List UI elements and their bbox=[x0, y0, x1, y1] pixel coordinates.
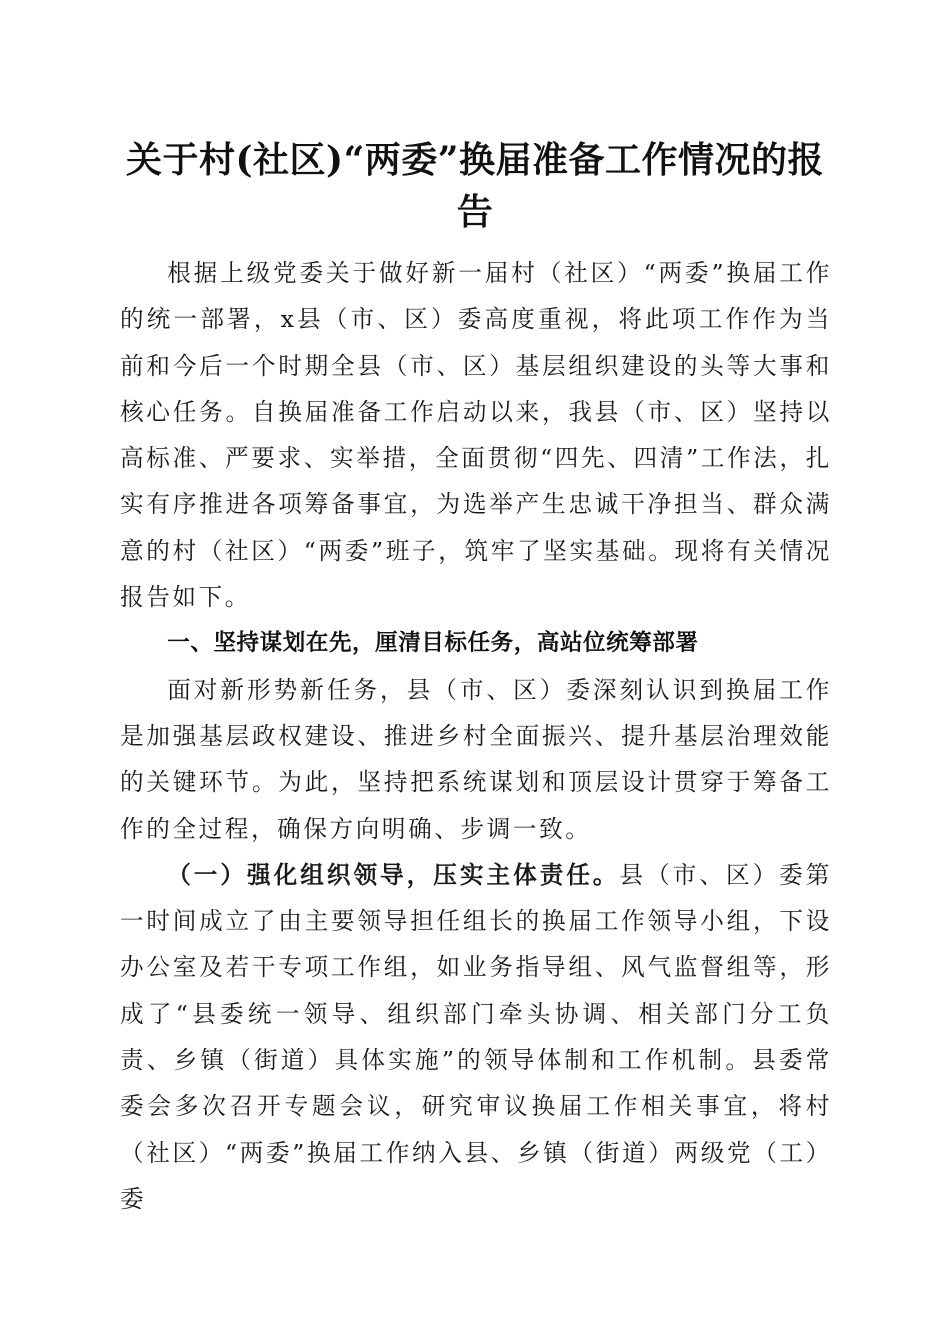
document-body bbox=[120, 250, 832, 1222]
intro-paragraph: 根据上级党委关于做好新一届村（社区）“两委”换届工作的统一部署，x县（市、区）委高度重视，将此项工作作为当前和今后一个时期全县（市、区）基层组织建设的头等大事和核心任务。自换届准备工作启动以来，我县（市、区）坚持以高标准、严要求、实举措，全面贯彻“四先、四清”工作法，扎实有序推进各项筹备事宜，为选举产生忠诚干净担当、群众满意的村（社区）“两委”班子，筑牢了坚实基础。现将有关情况报告如下。 bbox=[120, 259, 832, 612]
section-1-paragraph: 面对新形势新任务，县（市、区）委深刻认识到换届工作是加强基层政权建设、推进乡村全面振兴、提升基层治理效能的关键环节。为此，坚持把系统谋划和顶层设计贯穿于筹备工作的全过程，确保方向明确、步调一致。 bbox=[120, 675, 832, 843]
document-title: 关于村(社区)“两委”换届准备工作情况的报告 bbox=[126, 139, 824, 233]
subsection-1-lead: （一）强化组织领导，压实主体责任。 bbox=[167, 860, 620, 889]
subsection-1-text: 县（市、区）委第一时间成立了由主要领导担任组长的换届工作领导小组，下设办公室及若干专项工作组，如业务指导组、风气监督组等，形成了“县委统一领导、组织部门牵头协调、相关部门分工负责、乡镇（街道）具体实施”的领导体制和工作机制。县委常委会多次召开专题会议，研究审议换届工作相关事宜，将村（社区）“两委”换届工作纳入县、乡镇（街道）两级党（工）委 bbox=[120, 860, 832, 1213]
subsection-1-paragraph bbox=[120, 852, 832, 1222]
section-1-heading: 一、坚持谋划在先，厘清目标任务，高站位统筹部署 bbox=[167, 630, 699, 657]
